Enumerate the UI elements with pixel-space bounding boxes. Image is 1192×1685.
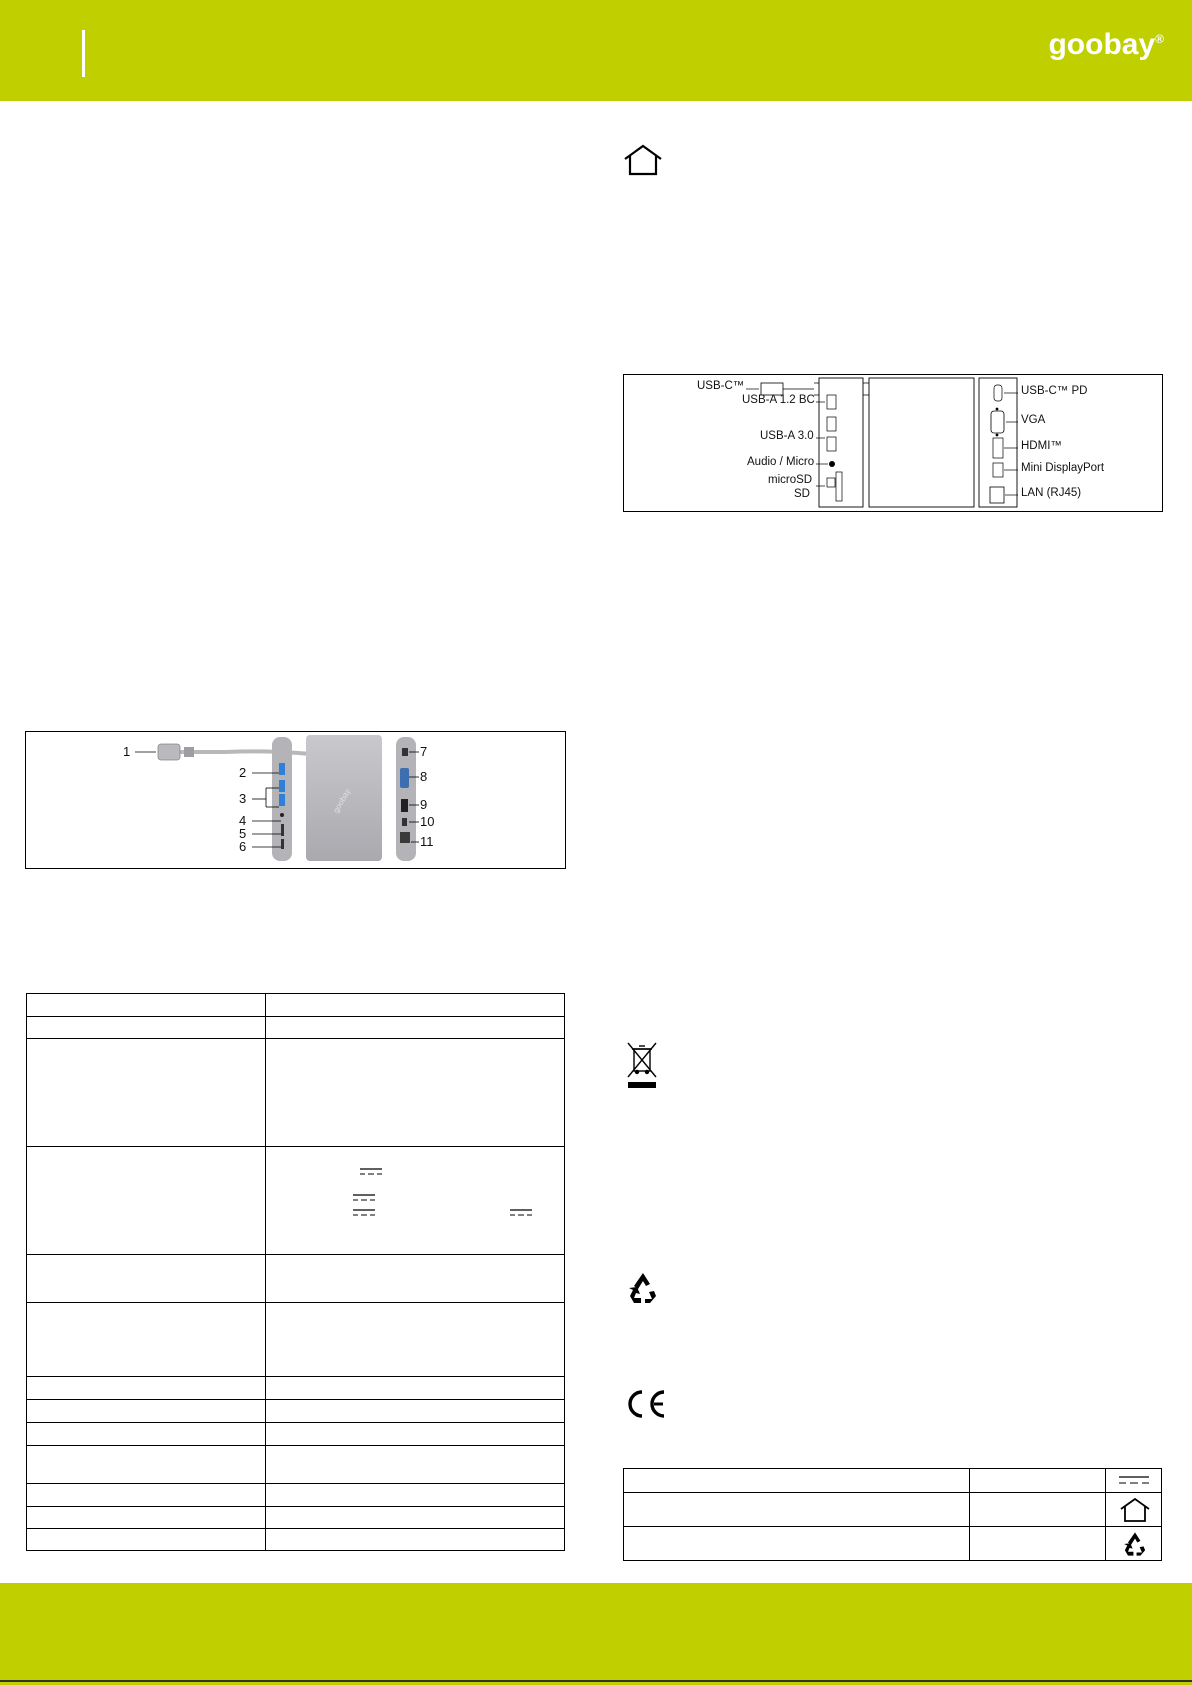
footer-band — [0, 1583, 1192, 1685]
port-label-microsd: microSD — [768, 474, 813, 486]
crossed-bin-icon — [625, 1041, 659, 1089]
port-label-usb-a-bc: USB-A 1.2 BC — [742, 394, 815, 406]
port-label-lan: LAN (RJ45) — [1021, 487, 1082, 499]
callout-1: 1 — [123, 744, 131, 759]
home-icon — [1118, 1497, 1152, 1523]
recycle-icon — [1121, 1530, 1149, 1558]
callout-11: 11 — [420, 834, 434, 849]
product-photo — [26, 732, 565, 868]
spec-table-grid — [26, 993, 565, 1551]
symbols-table — [623, 1468, 1162, 1561]
svg-text:goobay: goobay — [331, 787, 353, 815]
product-diagram — [25, 731, 566, 869]
home-icon — [621, 144, 665, 176]
port-label-usb-a-30: USB-A 3.0 — [760, 430, 814, 442]
callout-8: 8 — [420, 769, 428, 784]
dc-symbol-icon — [360, 1168, 382, 1176]
footer-rule — [0, 1680, 1192, 1682]
spec-table — [26, 993, 565, 1551]
port-label-sd: SD — [794, 488, 810, 500]
port-label-usb-c: USB-C™ — [697, 380, 745, 392]
dc-symbol-icon — [353, 1194, 375, 1202]
port-label-audio: Audio / Micro — [747, 456, 815, 468]
port-label-usb-c-pd: USB-C™ PD — [1021, 385, 1088, 397]
callout-4: 4 — [239, 813, 247, 828]
callout-10: 10 — [420, 814, 435, 829]
header-divider — [82, 30, 85, 77]
symbols-table-grid — [623, 1468, 1162, 1561]
callout-3: 3 — [239, 791, 247, 806]
callout-7: 7 — [420, 744, 428, 759]
brand-logo: goobay® — [1048, 28, 1164, 61]
callout-9: 9 — [420, 797, 428, 812]
dc-symbol-icon — [353, 1209, 375, 1217]
port-label-hdmi: HDMI™ — [1021, 440, 1062, 452]
port-label-mini-displayport: Mini DisplayPort — [1021, 462, 1105, 474]
ce-mark-icon — [624, 1389, 668, 1419]
callout-2: 2 — [239, 765, 247, 780]
callout-6: 6 — [239, 839, 247, 854]
header-band — [0, 0, 1192, 101]
port-label-vga: VGA — [1021, 414, 1046, 426]
recycle-icon — [625, 1270, 661, 1306]
dc-symbol-icon — [1119, 1476, 1149, 1486]
dc-symbol-icon — [510, 1209, 532, 1217]
port-diagram — [623, 374, 1163, 512]
callout-5: 5 — [239, 826, 247, 841]
